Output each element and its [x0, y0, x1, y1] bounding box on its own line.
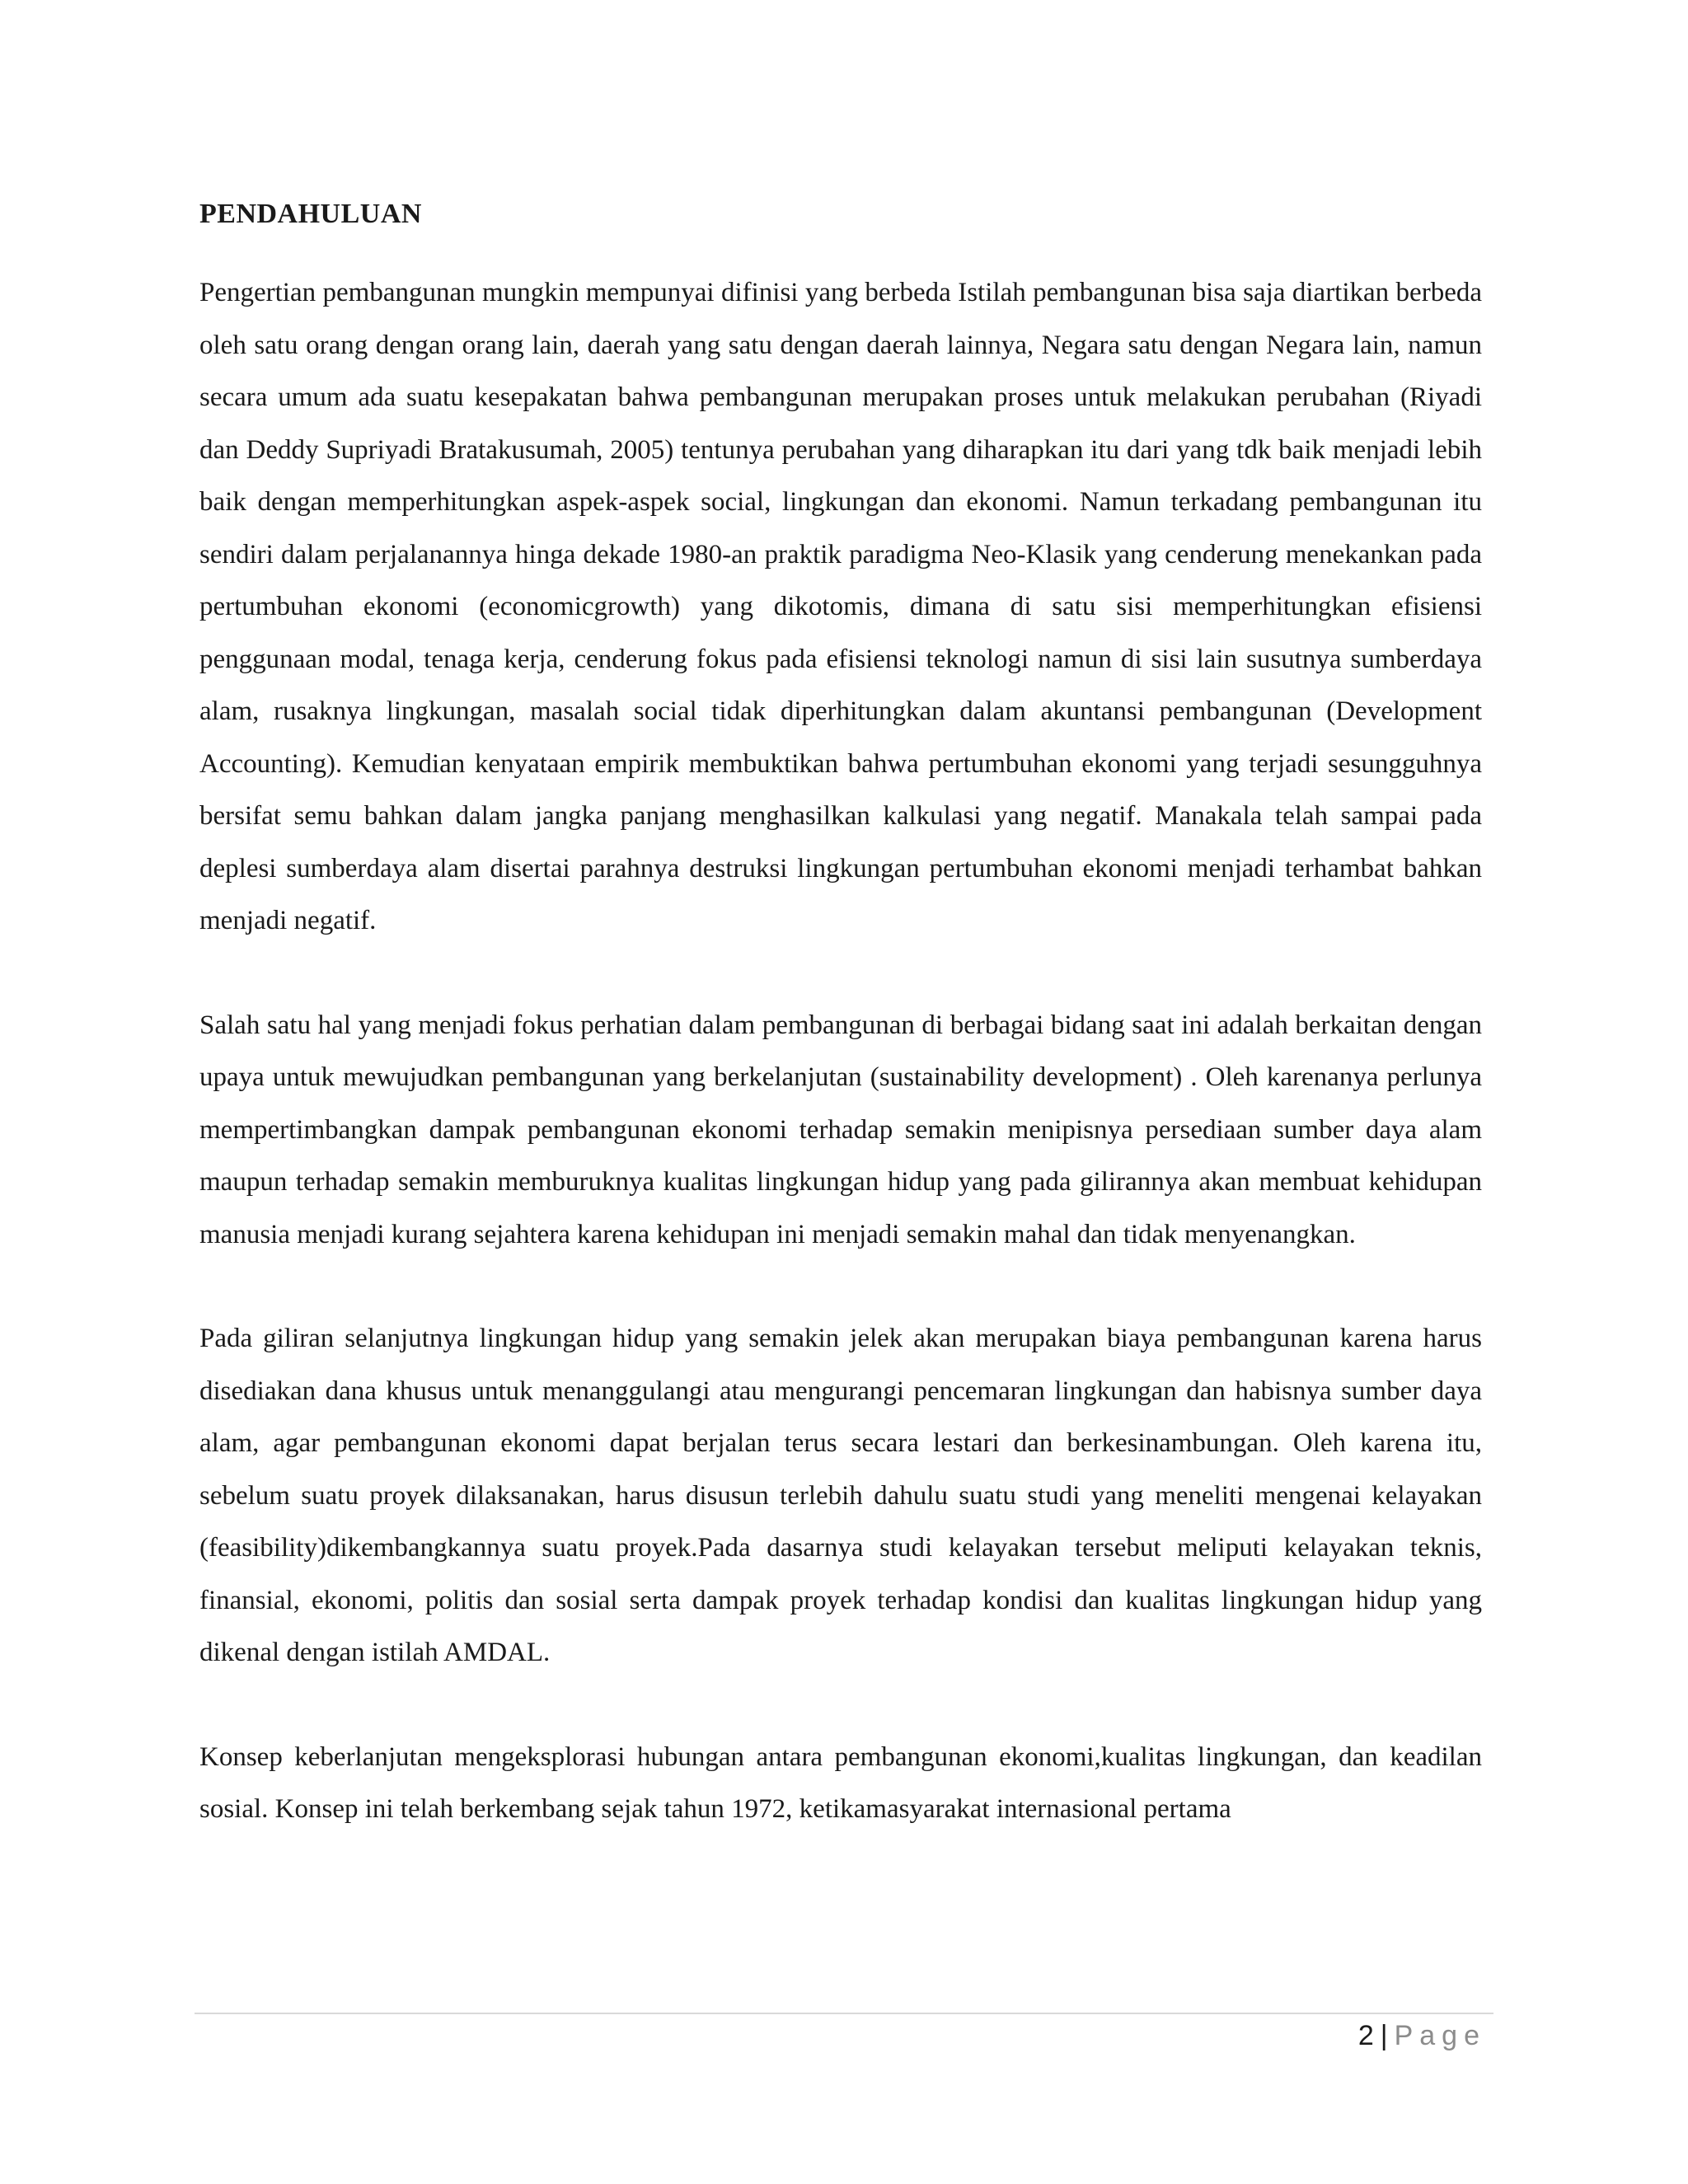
footer-divider — [195, 2013, 1493, 2014]
document-body — [199, 194, 1482, 1888]
paragraph-1: Pengertian pembangunan mungkin mempunyai difinisi yang berbeda Istilah pembangunan bisa saja diartikan berbeda oleh satu orang dengan orang lain, daerah yang satu dengan daerah lainnya, Negara satu dengan Negara lain, namun secara umum ada suatu kesepakatan bahwa pembangunan merupakan proses untuk melakukan perubahan (Riyadi dan Deddy Supriyadi Bratakusumah, 2005) tentunya perubahan yang diharapkan itu dari yang tdk baik menjadi lebih baik dengan memperhitungkan aspek-aspek social, lingkungan dan ekonomi. Namun terkadang pembangunan itu sendiri dalam perjalanannya hinga dekade 1980-an praktik paradigma Neo-Klasik yang cenderung menekankan pada pertumbuhan ekonomi (economicgrowth) yang dikotomis, dimana di satu sisi memperhitungkan efisiensi penggunaan modal, tenaga kerja, cenderung fokus pada efisiensi teknologi namun di sisi lain susutnya sumberdaya alam, rusaknya lingkungan, masalah social tidak diperhitungkan dalam akuntansi pembangunan (Development Accounting). Kemudian kenyataan empirik membuktikan bahwa pertumbuhan ekonomi yang terjadi sesungguhnya bersifat semu bahkan dalam jangka panjang menghasilkan kalkulasi yang negatif. Manakala telah sampai pada deplesi sumberdaya alam disertai parahnya destruksi lingkungan pertumbuhan ekonomi menjadi terhambat bahkan menjadi negatif. — [199, 278, 1482, 935]
footer-separator: | — [1380, 2020, 1388, 2051]
page-footer — [1358, 2016, 1486, 2055]
paragraph-3: Pada giliran selanjutnya lingkungan hidup yang semakin jelek akan merupakan biaya pembangunan karena harus disediakan dana khusus untuk menanggulangi atau mengurangi pencemaran lingkungan dan habisnya sumber daya alam, agar pembangunan ekonomi dapat berjalan terus secara lestari dan berkesinambungan. Oleh karena itu, sebelum suatu proyek dilaksanakan, harus disusun terlebih dahulu suatu studi yang meneliti mengenai kelayakan (feasibility)dikembangkannya suatu proyek.Pada dasarnya studi kelayakan tersebut meliputi kelayakan teknis, finansial, ekonomi, politis dan sosial serta dampak proyek terhadap kondisi dan kualitas lingkungan hidup yang dikenal dengan istilah AMDAL. — [199, 1324, 1482, 1667]
page-label: Page — [1394, 2020, 1486, 2051]
page-number: 2 — [1357, 2020, 1374, 2051]
section-heading: PENDAHULUAN — [199, 199, 422, 229]
paragraph-4: Konsep keberlanjutan mengeksplorasi hubungan antara pembangunan ekonomi,kualitas lingkungan, dan keadilan sosial. Konsep ini telah berkembang sejak tahun 1972, ketikamasyarakat internasional pertama — [199, 1741, 1482, 1824]
paragraph-2: Salah satu hal yang menjadi fokus perhatian dalam pembangunan di berbagai bidang saat ini adalah berkaitan dengan upaya untuk mewujudkan pembangunan yang berkelanjutan (sustainability development) . Oleh karenanya perlunya mempertimbangkan dampak pembangunan ekonomi terhadap semakin menipisnya persediaan sumber daya alam maupun terhadap semakin memburuknya kualitas lingkungan hidup yang pada gilirannya akan membuat kehidupan manusia menjadi kurang sejahtera karena kehidupan ini menjadi semakin mahal dan tidak menyenangkan. — [199, 1010, 1482, 1249]
